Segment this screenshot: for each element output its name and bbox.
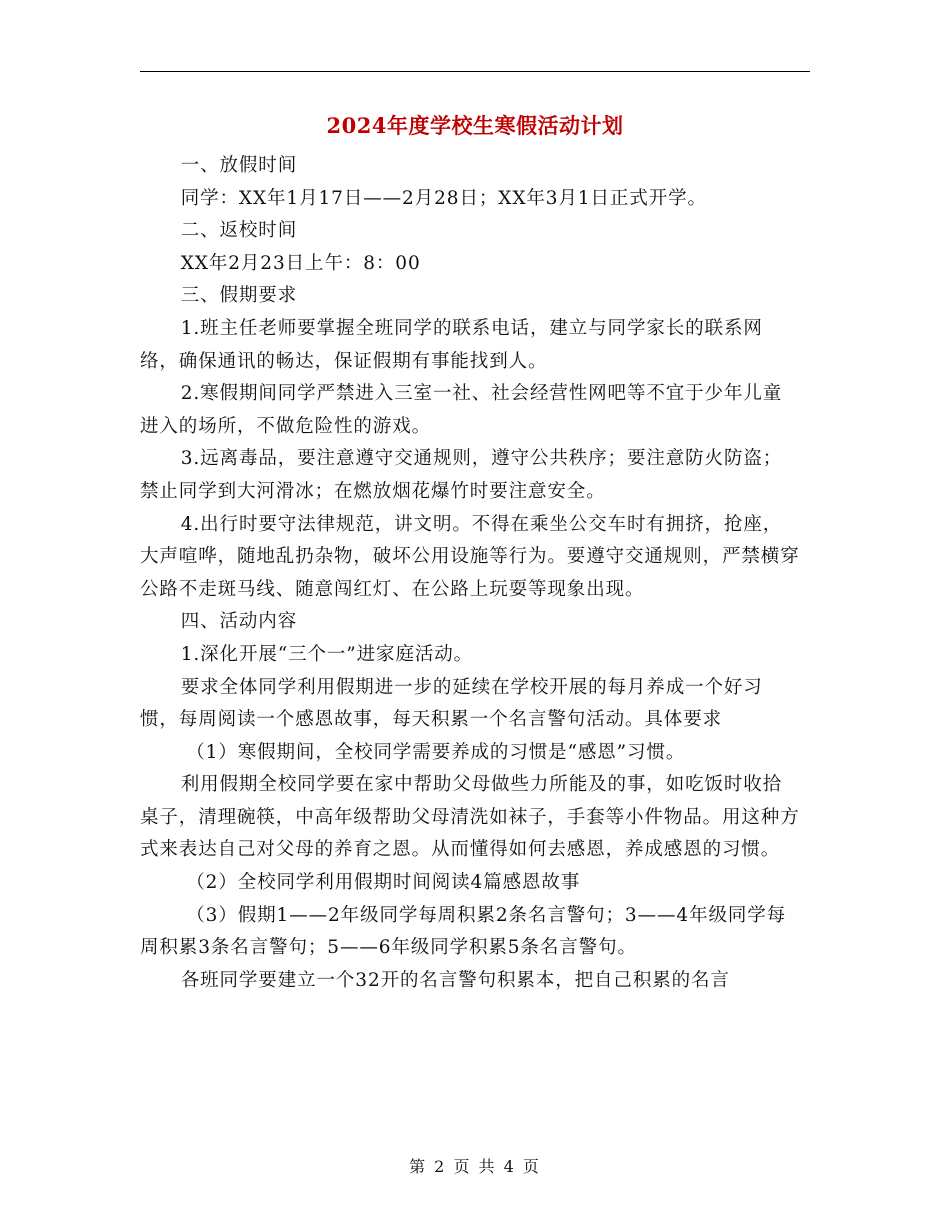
body-paragraph: （2）全校同学利用假期时间阅读4篇感恩故事 — [186, 872, 581, 894]
body-paragraph: 各班同学要建立一个32开的名言警句积累本，把自己积累的名言 — [180, 969, 730, 991]
body-paragraph: （3）假期1——2年级同学每周积累2条名言警句；3——4年级同学每周积累3条名言警句；5——6年级同学积累5条名言警句。 — [140, 904, 787, 959]
page-footer: 第 2 页 共 4 页 — [409, 1157, 541, 1176]
body-paragraph: 4.出行时要守法律规范，讲文明。不得在乘坐公交车时有拥挤，抢座，大声喧哗，随地乱扔杂物，破坏公用设施等行为。要遵守交通规则，严禁横穿公路不走斑马线、随意闯红灯、在公路上玩耍等现象出现。 — [140, 513, 800, 600]
body-paragraph: 利用假期全校同学要在家中帮助父母做些力所能及的事，如吃饭时收拾桌子，清理碗筷，中高年级帮助父母清洗如袜子，手套等小件物品。用这种方式来表达自己对父母的养育之恩。从而懂得如何去感恩，养成感恩的习惯。 — [140, 774, 800, 861]
body-paragraph: 1.深化开展“三个一”进家庭活动。 — [180, 643, 474, 665]
body-paragraph: 同学：XX年1月17日——2月28日；XX年3月1日正式开学。 — [180, 187, 707, 209]
section-heading: 二、返校时间 — [180, 220, 298, 242]
body-paragraph: （1）寒假期间，全校同学需要养成的习惯是“感恩”习惯。 — [186, 741, 686, 763]
body-paragraph: 3.远离毒品，要注意遵守交通规则，遵守公共秩序；要注意防火防盗；禁止同学到大河滑冰；在燃放烟花爆竹时要注意安全。 — [140, 448, 783, 502]
header-rule — [140, 71, 810, 72]
section-heading: 一、放假时间 — [180, 155, 298, 176]
document-title: 2024年度学校生寒假活动计划 — [326, 113, 624, 138]
document-body — [140, 150, 800, 997]
section-heading: 三、假期要求 — [180, 285, 298, 307]
body-paragraph: 2.寒假期间同学严禁进入三室一社、社会经营性网吧等不宜于少年儿童进入的场所，不做危险性的游戏。 — [140, 383, 783, 437]
body-paragraph: 1.班主任老师要掌握全班同学的联系电话，建立与同学家长的联系网络，确保通讯的畅达，保证假期有事能找到人。 — [140, 317, 763, 372]
body-paragraph: 要求全体同学利用假期进一步的延续在学校开展的每月养成一个好习惯，每周阅读一个感恩故事，每天积累一个名言警句活动。具体要求 — [140, 676, 763, 731]
section-heading: 四、活动内容 — [180, 611, 298, 633]
body-paragraph: XX年2月23日上午：8：00 — [180, 252, 421, 274]
